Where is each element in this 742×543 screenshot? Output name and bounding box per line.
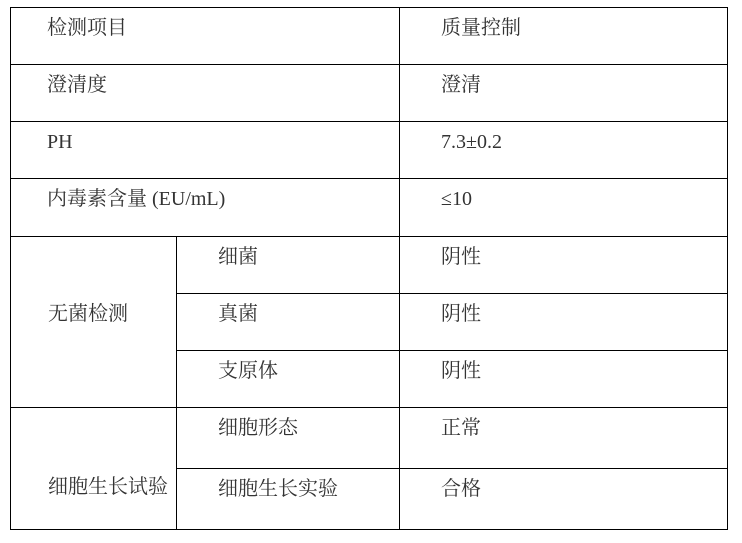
row-cell-growth-item: 细胞生长实验 — [177, 469, 400, 530]
row-endotoxin-value: ≤10 — [400, 179, 728, 237]
row-ph-value: 7.3±0.2 — [400, 122, 728, 179]
row-mycoplasma-value: 阴性 — [400, 351, 728, 408]
table-row — [11, 122, 728, 179]
row-cell-morphology-value: 正常 — [400, 408, 728, 469]
table-row — [11, 65, 728, 122]
row-clarity-value: 澄清 — [400, 65, 728, 122]
header-quality-control: 质量控制 — [400, 8, 728, 65]
row-endotoxin-item: 内毒素含量 (EU/mL) — [11, 179, 400, 237]
qc-table — [10, 7, 728, 530]
row-ph-item: PH — [11, 122, 400, 179]
table-row — [11, 237, 728, 294]
table-row — [11, 408, 728, 469]
row-cell-growth-value: 合格 — [400, 469, 728, 530]
group-cell-growth-test: 细胞生长试验 — [11, 408, 177, 530]
row-mycoplasma-item: 支原体 — [177, 351, 400, 408]
row-bacteria-value: 阴性 — [400, 237, 728, 294]
row-bacteria-item: 细菌 — [177, 237, 400, 294]
header-test-item: 检测项目 — [11, 8, 400, 65]
row-clarity-item: 澄清度 — [11, 65, 400, 122]
row-cell-morphology-item: 细胞形态 — [177, 408, 400, 469]
row-fungi-value: 阴性 — [400, 294, 728, 351]
table-row — [11, 8, 728, 65]
group-sterility-test: 无菌检测 — [11, 237, 177, 408]
table-row — [11, 179, 728, 237]
row-fungi-item: 真菌 — [177, 294, 400, 351]
